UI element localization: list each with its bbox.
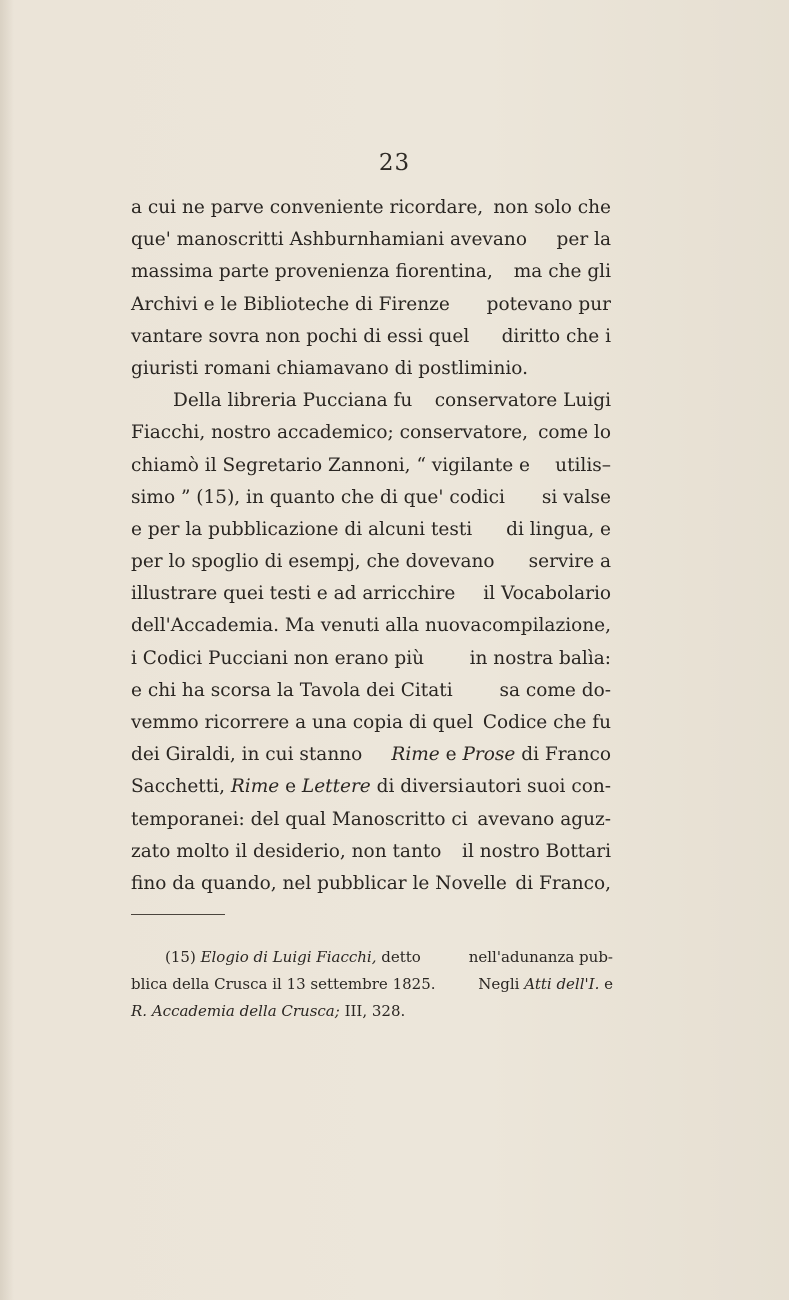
footnote [131, 944, 613, 1025]
text-line: illustrare quei testi e ad arricchire il Vocabolario [131, 583, 611, 605]
text-line: dell'Accademia. Ma venuti alla nuova compilazione, [131, 615, 611, 637]
text-line: giuristi romani chiamavano di postliminio. [131, 357, 529, 379]
text-line: per lo spoglio di esempj, che dovevano servire a [131, 551, 611, 573]
text-line: chiamò il Segretario Zannoni, “ vigilante e utilis– [131, 454, 611, 476]
body-text [131, 192, 611, 900]
text-line: Archivi e le Biblioteche di Firenze potevano pur [131, 293, 611, 315]
text-line: e per la pubblicazione di alcuni testi di lingua, e [131, 518, 611, 540]
text-line: vantare sovra non pochi di essi quel diritto che i [131, 325, 611, 347]
footnote-line: R. Accademia della Crusca; III, 328. [131, 1002, 406, 1020]
text-line: dei Giraldi, in cui stanno Rime e Prose di Franco [131, 744, 611, 766]
text-line: Sacchetti, Rime e Lettere di diversi autori suoi con- [131, 776, 611, 798]
text-line: e chi ha scorsa la Tavola dei Citati sa come do- [131, 679, 611, 701]
text-line: simo ” (15), in quanto che di que' codici si valse [131, 486, 611, 508]
text-line: Della libreria Pucciana fu conservatore Luigi [173, 390, 611, 412]
text-line: zato molto il desiderio, non tanto il nostro Bottari [131, 840, 611, 862]
page-number: 23 [378, 150, 411, 176]
text-line: Fiacchi, nostro accademico; conservatore, come lo [131, 422, 611, 444]
text-line: i Codici Pucciani non erano più in nostra balìa: [131, 647, 611, 669]
text-line: vemmo ricorrere a una copia di quel Codice che fu [131, 712, 611, 733]
text-line: a cui ne parve conveniente ricordare, non solo che [131, 197, 611, 218]
footnote-rule [131, 914, 225, 915]
text-line: que' manoscritti Ashburnhamiani avevano per la [131, 229, 611, 251]
text-line: massima parte provenienza fiorentina, ma che gli [131, 261, 611, 283]
footnote-line: (15) Elogio di Luigi Fiacchi, detto nell'adunanza pub- [165, 948, 613, 966]
text-line: fino da quando, nel pubblicar le Novelle di Franco, [131, 872, 611, 894]
footnote-line: blica della Crusca il 13 settembre 1825. Negli Atti dell'I. e [131, 975, 613, 993]
text-line: temporanei: del qual Manoscritto ci avevano aguz- [131, 808, 611, 830]
